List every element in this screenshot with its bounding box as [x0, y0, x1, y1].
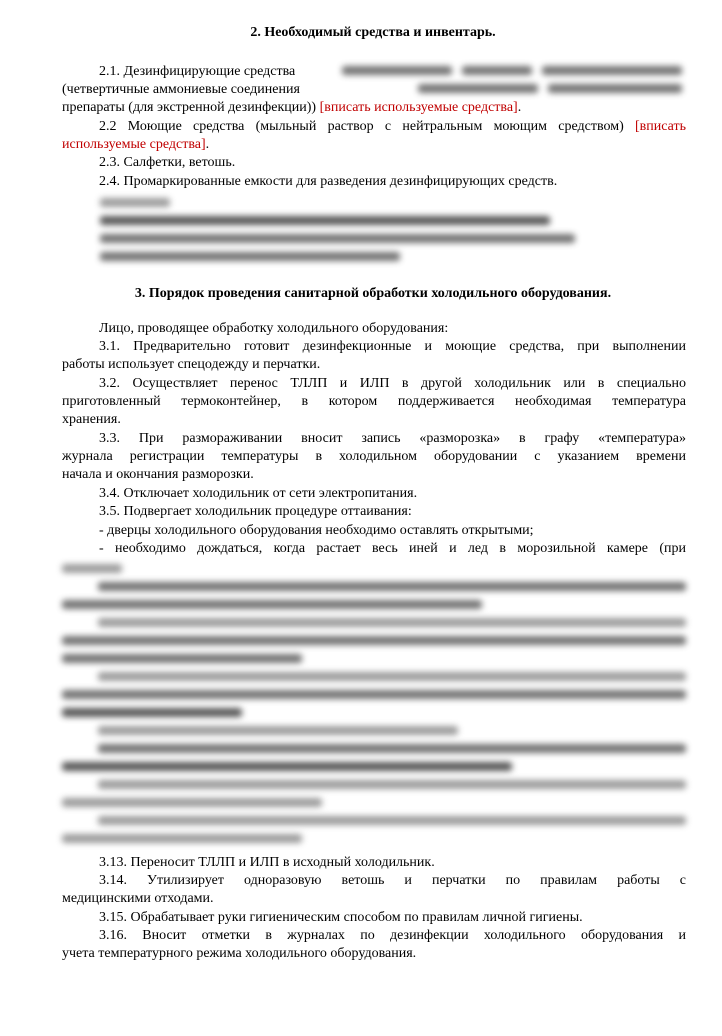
item-2-2-placeholder-b: используемые средства]: [62, 137, 206, 152]
item-3-2-line-3: хранения.: [62, 412, 121, 427]
item-3-15: 3.15. Обрабатывает руки гигиеническим способом по правилам личной гигиены.: [99, 910, 583, 925]
bullet-1: - дверцы холодильного оборудования необходимо оставлять открытыми;: [99, 523, 534, 538]
item-2-2-placeholder-a: [вписать: [635, 119, 687, 134]
bullet-2: - необходимо дождаться, когда растает весь иней и лед в морозильной камере (при: [99, 541, 686, 556]
item-3-16-line-1: 3.16. Вносит отметки в журналах по дезинфекции холодильного оборудования и: [99, 928, 686, 943]
item-3-2-line-2: приготовленный термоконтейнер, в котором поддерживается необходимая температура: [62, 394, 686, 409]
section-3-intro: Лицо, проводящее обработку холодильного оборудования:: [99, 321, 449, 336]
item-3-4: 3.4. Отключает холодильник от сети электропитания.: [99, 486, 418, 501]
item-2-1-text: препараты (для экстренной дезинфекции)): [62, 100, 317, 115]
item-2-3: 2.3. Салфетки, ветошь.: [99, 155, 236, 170]
item-3-1-line-1: 3.1. Предварительно готовит дезинфекционные и моющие средства, при выполнении: [99, 339, 686, 354]
item-2-2-period: .: [205, 137, 210, 152]
item-3-3-line-3: начала и окончания разморозки.: [62, 467, 254, 482]
item-3-2-line-1: 3.2. Осуществляет перенос ТЛЛП и ИЛП в другой холодильник или в специально: [99, 376, 686, 391]
item-3-1-line-2: работы использует спецодежду и перчатки.: [62, 357, 321, 372]
section-3-heading: 3. Порядок проведения санитарной обработки холодильного оборудования.: [134, 286, 612, 301]
item-2-4: 2.4. Промаркированные емкости для разведения дезинфицирующих средств.: [99, 174, 558, 189]
redacted-list-2: [96, 190, 576, 264]
item-2-2-text: 2.2 Моющие средства (мыльный раствор с нейтральным моющим средством): [99, 119, 624, 134]
redacted-text-2-1: [338, 60, 688, 116]
item-2-1-line-2: (четвертичные аммониевые соединения: [62, 82, 300, 97]
section-2-heading: 2. Необходимый средства и инвентарь.: [250, 25, 496, 40]
item-3-3-line-1: 3.3. При размораживании вносит запись «разморозка» в графу «температура»: [99, 431, 686, 446]
item-2-2-line-1: [99, 118, 686, 136]
redacted-block-3: [58, 558, 690, 854]
item-3-14-line-1: 3.14. Утилизирует одноразовую ветошь и перчатки по правилам работы с: [99, 873, 686, 888]
item-3-14-line-2: медицинскими отходами.: [62, 891, 214, 906]
item-2-1-period: .: [517, 100, 522, 115]
item-2-1-line-1: 2.1. Дезинфицирующие средства: [99, 64, 296, 79]
item-3-5: 3.5. Подвергает холодильник процедуре оттаивания:: [99, 504, 412, 519]
item-3-13: 3.13. Переносит ТЛЛП и ИЛП в исходный холодильник.: [99, 855, 435, 870]
item-3-3-line-2: журнала регистрации температуры в холодильном оборудовании с указанием времени: [62, 449, 686, 464]
item-2-2-line-2: [62, 136, 209, 154]
item-3-16-line-2: учета температурного режима холодильного оборудования.: [62, 946, 417, 961]
item-2-1-placeholder: [вписать используемые средства]: [319, 100, 518, 115]
